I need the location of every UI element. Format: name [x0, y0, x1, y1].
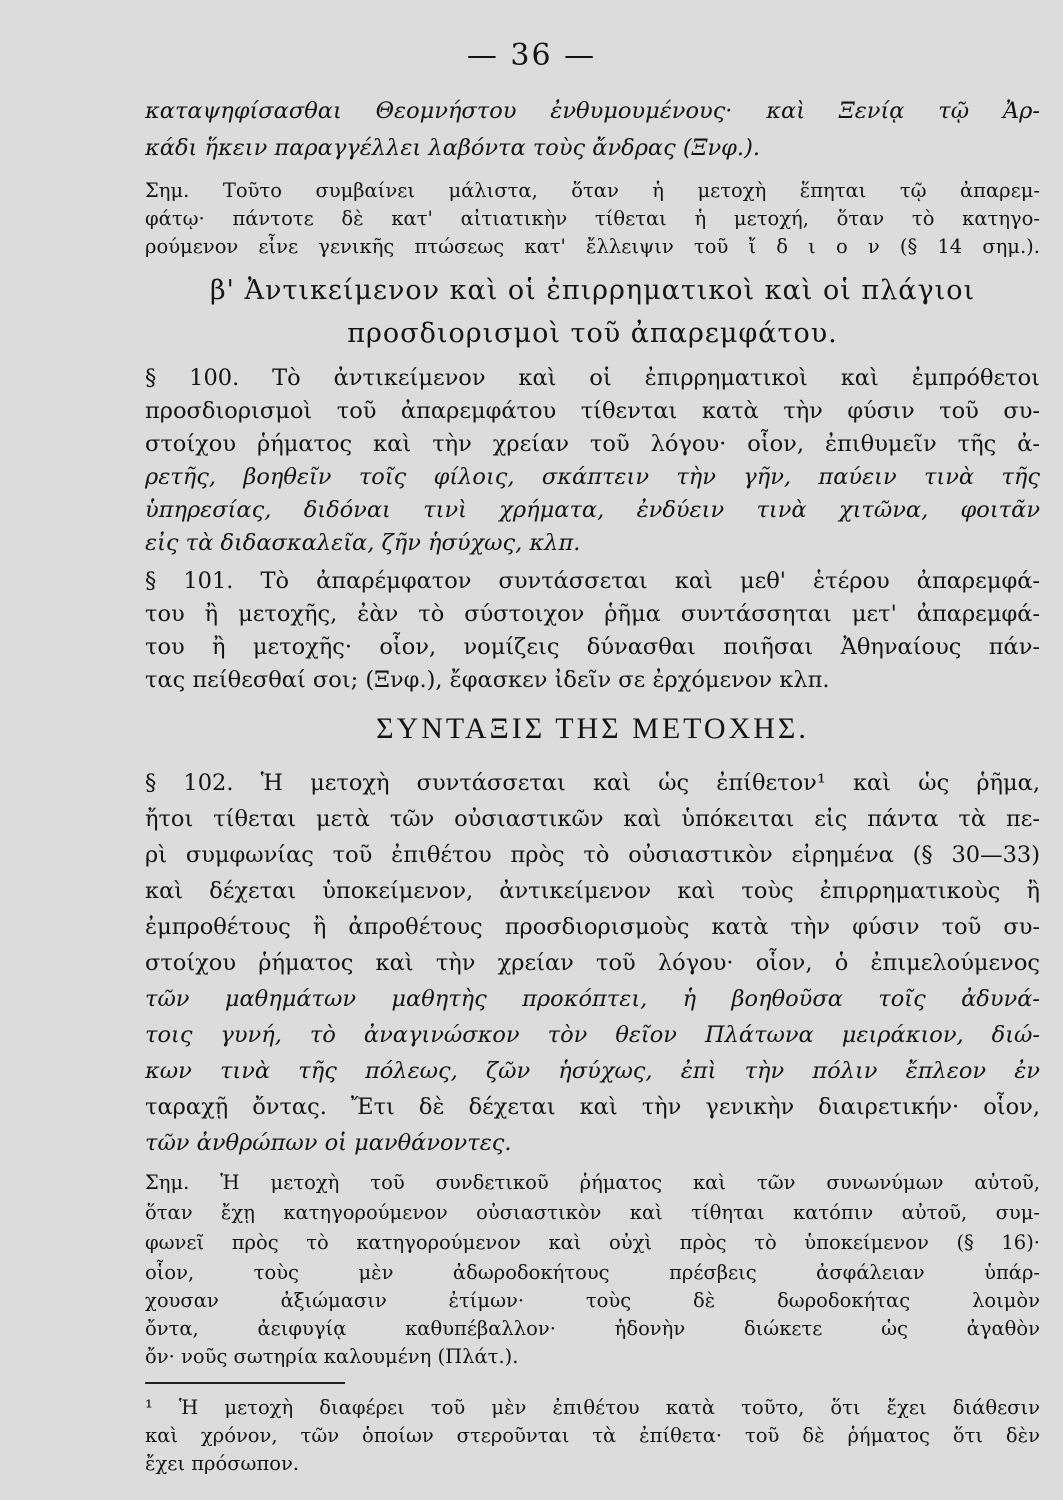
- text-line: § 100. Τὸ ἀντικείμενον καὶ οἱ ἐπιρρηματικοὶ καὶ ἐμπρόθετοι: [145, 365, 1040, 391]
- note-line: Σημ. Τοῦτο συμβαίνει μάλιστα, ὅταν ἡ μετοχὴ ἕπηται τῷ ἀπαρεμ-: [145, 179, 1040, 202]
- note-line: ὄντα, ἀειφυγίᾳ καθυπέβαλλον· ἡδονὴν διώκετε ὡς ἀγαθὸν: [145, 1317, 1040, 1340]
- text-line: ρετῆς, βοηθεῖν τοῖς φίλοις, σκάπτειν τὴν γῆν, παύειν τινὰ τῆς: [145, 464, 1040, 490]
- note-line: ὄν· νοῦς σωτηρία καλουμένη (Πλάτ.).: [145, 1345, 519, 1368]
- text-line: στοίχου ῥήματος καὶ τὴν χρείαν τοῦ λόγου· οἷον, ἐπιθυμεῖν τῆς ἀ-: [145, 431, 1040, 457]
- text-line: τῶν μαθημάτων μαθητὴς προκόπτει, ἡ βοηθοῦσα τοῖς ἀδυνά-: [145, 986, 1040, 1012]
- note-line: φάτῳ· πάντοτε δὲ κατ' αἰτιατικὴν τίθεται ἡ μετοχή, ὅταν τὸ κατηγο-: [145, 207, 1040, 230]
- text-line: τῶν ἀνθρώπων οἱ μανθάνοντες.: [145, 1130, 512, 1156]
- text-line: προσδιορισμοὶ τοῦ ἀπαρεμφάτου τίθενται κατὰ τὴν φύσιν τοῦ συ-: [145, 398, 1040, 424]
- text-line: ρὶ συμφωνίας τοῦ ἐπιθέτου πρὸς τὸ οὐσιαστικὸν εἰρημένα (§ 30—33): [145, 842, 1040, 868]
- text-line: § 102. Ἡ μετοχὴ συντάσσεται καὶ ὡς ἐπίθετον¹ καὶ ὡς ῥῆμα,: [145, 770, 1040, 796]
- text-line: καὶ δέχεται ὑποκείμενον, ἀντικείμενον καὶ τοὺς ἐπιρρηματικοὺς ἢ: [145, 878, 1040, 904]
- text-line: στοίχου ῥήματος καὶ τὴν χρείαν τοῦ λόγου· οἷον, ὁ ἐπιμελούμενος: [145, 950, 1040, 976]
- text-line: ἐμπροθέτους ἢ ἀπροθέτους προσδιορισμοὺς κατὰ τὴν φύσιν τοῦ συ-: [145, 914, 1040, 940]
- text-line: § 101. Τὸ ἀπαρέμφατον συντάσσεται καὶ μεθ' ἑτέρου ἀπαρεμφά-: [145, 568, 1040, 594]
- text-line: τοις γυνή, τὸ ἀναγινώσκον τὸν θεῖον Πλάτωνα μειράκιον, διώ-: [145, 1022, 1040, 1048]
- text-line: του ἢ μετοχῆς, ἐὰν τὸ σύστοιχον ῥῆμα συντάσσηται μετ' ἀπαρεμφά-: [145, 601, 1040, 627]
- text-line: του ἢ μετοχῆς· οἷον, νομίζεις δύνασθαι ποιῆσαι Ἀθηναίους πάν-: [145, 634, 1040, 660]
- text-line: τας πείθεσθαί σοι; (Ξνφ.), ἔφασκεν ἰδεῖν σε ἐρχόμενον κλπ.: [145, 667, 830, 693]
- note-line: φωνεῖ πρὸς τὸ κατηγορούμενον καὶ οὐχὶ πρὸς τὸ ὑποκείμενον (§ 16)·: [145, 1231, 1040, 1254]
- text-line: κων τινὰ τῆς πόλεως, ζῶν ἡσύχως, ἐπὶ τὴν πόλιν ἔπλεον ἐν: [145, 1058, 1040, 1084]
- text-line: εἰς τὰ διδασκαλεῖα, ζῆν ἡσύχως, κλπ.: [145, 530, 581, 556]
- text-line: ταραχῇ ὄντας. Ἔτι δὲ δέχεται καὶ τὴν γενικὴν διαιρετικήν· οἷον,: [145, 1094, 1040, 1120]
- text-line: κάδι ἥκειν παραγγέλλει λαβόντα τοὺς ἄνδρας (Ξνφ.).: [145, 135, 760, 161]
- footnote-line: καὶ χρόνον, τῶν ὁποίων στεροῦνται τὰ ἐπίθετα· τοῦ δὲ ῥήματος ὅτι δὲν: [145, 1424, 1040, 1447]
- section-heading: β' Ἀντικείμενον καὶ οἱ ἐπιρρηματικοὶ καὶ οἱ πλάγιοι: [209, 275, 976, 306]
- note-line: χουσαν ἀξιώμασιν ἐτίμων· τοὺς δὲ δωροδοκήτας λοιμὸν: [145, 1289, 1040, 1312]
- footnote-line: ¹ Ἡ μετοχὴ διαφέρει τοῦ μὲν ἐπιθέτου κατὰ τοῦτο, ὅτι ἔχει διάθεσιν: [145, 1396, 1040, 1419]
- note-line: ρούμενον εἶνε γενικῆς πτώσεως κατ' ἔλλειψιν τοῦ ἴ δ ι ο ν (§ 14 σημ.).: [145, 235, 1040, 258]
- page-number: — 36 —: [466, 38, 597, 73]
- section-heading: προσδιορισμοὶ τοῦ ἀπαρεμφάτου.: [347, 318, 838, 349]
- footnote-line: ἔχει πρόσωπον.: [145, 1452, 300, 1475]
- text-line: ἤτοι τίθεται μετὰ τῶν οὐσιαστικῶν καὶ ὑπόκειται εἰς πάντα τὰ πε-: [145, 806, 1040, 832]
- note-line: ὅταν ἔχῃ κατηγορούμενον οὐσιαστικὸν καὶ τίθηται κατόπιν αὐτοῦ, συμ-: [145, 1201, 1040, 1224]
- text-line: καταψηφίσασθαι Θεομνήστου ἐνθυμουμένους· καὶ Ξενίᾳ τῷ Ἀρ-: [145, 98, 1040, 124]
- footnote-divider: [145, 1382, 345, 1384]
- note-line: οἷον, τοὺς μὲν ἀδωροδοκήτους πρέσβεις ἀσφάλειαν ὑπάρ-: [145, 1261, 1040, 1284]
- note-line: Σημ. Ἡ μετοχὴ τοῦ συνδετικοῦ ῥήματος καὶ τῶν συνωνύμων αὐτοῦ,: [145, 1171, 1040, 1194]
- chapter-title: ΣΥΝΤΑΞΙΣ ΤΗΣ ΜΕΤΟΧΗΣ.: [376, 712, 809, 745]
- text-line: ὑπηρεσίας, διδόναι τινὶ χρήματα, ἐνδύειν τινὰ χιτῶνα, φοιτᾶν: [145, 497, 1040, 523]
